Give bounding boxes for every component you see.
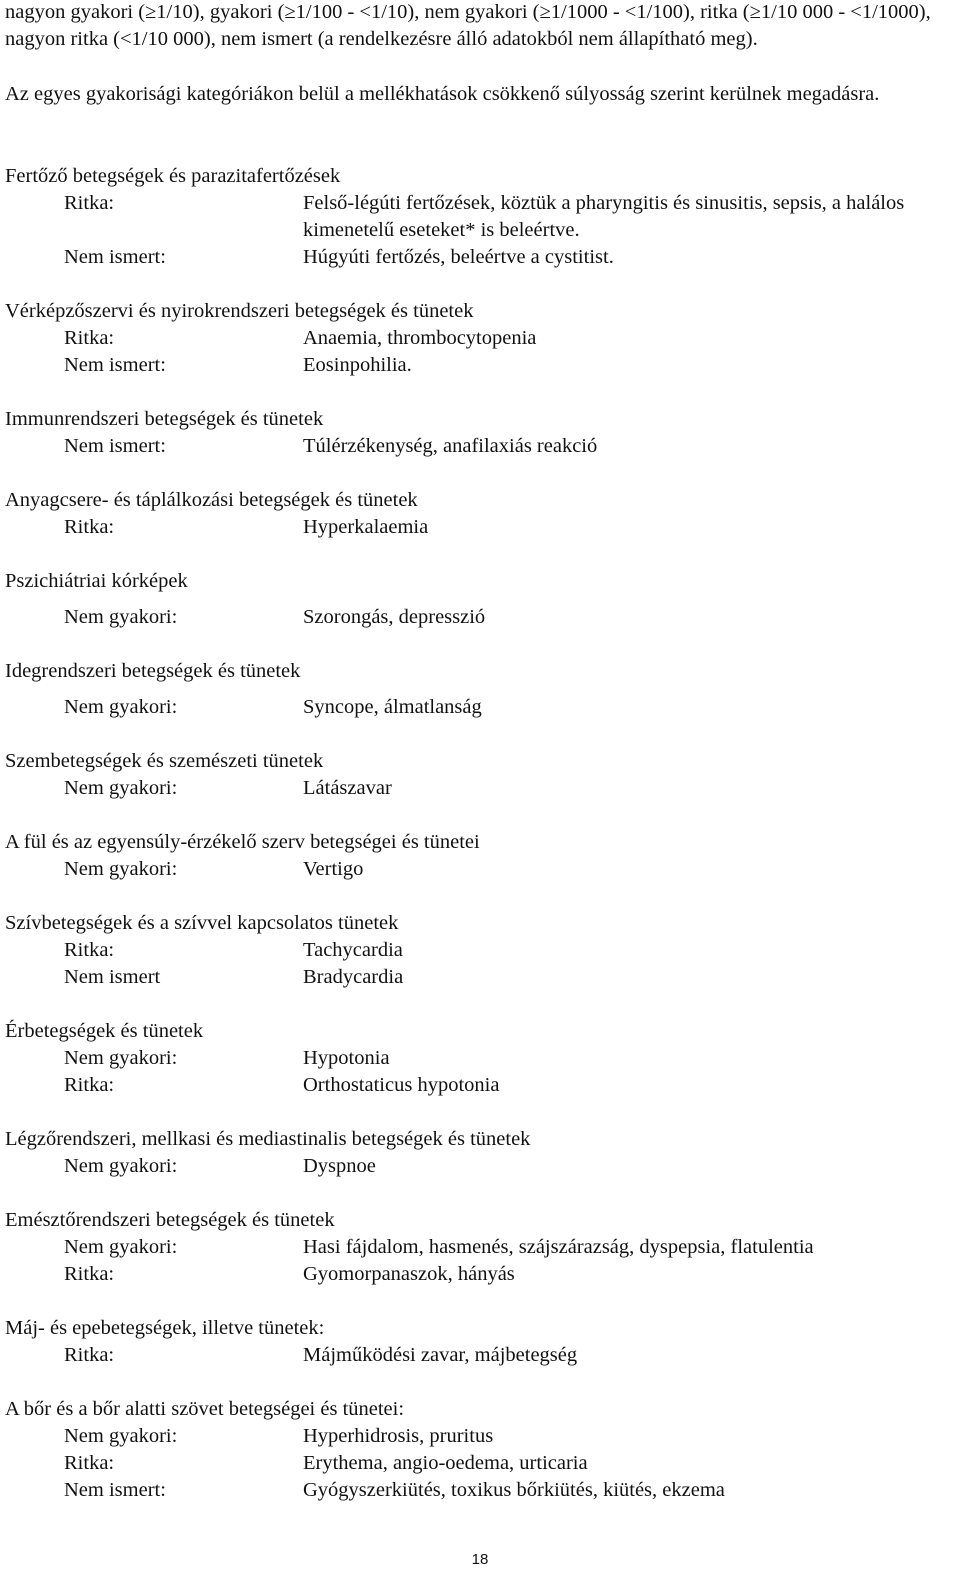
frequency-label: Ritka: [64,192,115,214]
frequency-label: Nem gyakori: [64,777,178,799]
adverse-reactions-list [5,163,955,1531]
frequency-label: Nem gyakori: [64,606,178,628]
frequency-row [5,1234,955,1261]
frequency-label: Ritka: [64,1344,115,1366]
section [5,910,955,991]
section-heading: Pszichiátriai kórképek [5,570,188,592]
reaction-text: Dyspnoe [303,1155,376,1177]
frequency-row [5,1342,955,1369]
reaction-text: Hyperhidrosis, pruritus [303,1425,494,1447]
frequency-label: Ritka: [64,327,115,349]
reaction-text: Anaemia, thrombocytopenia [303,327,537,349]
frequency-row [5,1072,955,1099]
page-number: 18 [471,1551,489,1568]
section-heading: Emésztőrendszeri betegségek és tünetek [5,1209,335,1231]
frequency-row [5,604,955,631]
reaction-text: Húgyúti fertőzés, beleértve a cystitist. [303,246,614,268]
frequency-row [5,433,955,460]
section [5,1207,955,1288]
frequency-label: Ritka: [64,1074,115,1096]
section [5,1126,955,1180]
reaction-text: Vertigo [303,858,364,880]
frequency-label: Ritka: [64,1263,115,1285]
frequency-label: Nem gyakori: [64,858,178,880]
frequency-row [5,352,955,379]
frequency-label: Nem ismert [64,966,161,988]
frequency-row [5,856,955,883]
section [5,658,955,721]
frequency-label: Nem ismert: [64,354,166,376]
frequency-row [5,1477,955,1504]
reaction-text: Eosinpohilia. [303,354,412,376]
frequency-row [5,244,955,271]
frequency-label: Nem ismert: [64,435,166,457]
frequency-label: Nem gyakori: [64,1155,178,1177]
frequency-definition-text: nagyon gyakori (≥1/10), gyakori (≥1/100 - <1/10), nem gyakori (≥1/1000 - <1/100), ritka (≥1/10 000 - <1/1000), nagyon ritka (<1/10 000), nem ismert (a rendelkezésre álló adatokból nem állapítható meg). [5,1,931,50]
section [5,487,955,541]
reaction-text: Látászavar [303,777,392,799]
frequency-row [5,694,955,721]
section-heading: Immunrendszeri betegségek és tünetek [5,408,324,430]
reaction-text: Gyógyszerkiütés, toxikus bőrkiütés, kiütés, ekzema [303,1479,725,1501]
section-heading: Szívbetegségek és a szívvel kapcsolatos tünetek [5,912,399,934]
section-heading: Érbetegségek és tünetek [5,1020,204,1042]
frequency-row [5,775,955,802]
frequency-row [5,325,955,352]
section [5,1396,955,1504]
section [5,568,955,631]
frequency-row [5,1153,955,1180]
frequency-row [5,964,955,991]
severity-note-text: Az egyes gyakorisági kategóriákon belül a mellékhatások csökkenő súlyosság szerint kerülnek megadásra. [5,83,880,105]
frequency-row [5,190,955,244]
reaction-text: Májműködési zavar, májbetegség [303,1344,578,1366]
section-heading: Vérképzőszervi és nyirokrendszeri betegségek és tünetek [5,300,474,322]
section-heading: A fül és az egyensúly-érzékelő szerv betegségei és tünetei [5,831,480,853]
reaction-text: Orthostaticus hypotonia [303,1074,500,1096]
frequency-label: Nem gyakori: [64,1236,178,1258]
reaction-text: Felső-légúti fertőzések, köztük a pharyngitis és sinusitis, sepsis, a halálos kimenetelű eseteket* is beleértve. [303,192,905,241]
frequency-label: Nem gyakori: [64,696,178,718]
reaction-text: Hyperkalaemia [303,516,429,538]
frequency-label: Nem gyakori: [64,1425,178,1447]
section-heading: Fertőző betegségek és parazitafertőzések [5,165,341,187]
frequency-row [5,514,955,541]
section [5,1018,955,1099]
reaction-text: Erythema, angio-oedema, urticaria [303,1452,588,1474]
section-heading: Anyagcsere- és táplálkozási betegségek és tünetek [5,489,418,511]
frequency-row [5,1261,955,1288]
reaction-text: Gyomorpanaszok, hányás [303,1263,515,1285]
section-heading: Idegrendszeri betegségek és tünetek [5,660,301,682]
frequency-label: Ritka: [64,1452,115,1474]
reaction-text: Szorongás, depresszió [303,606,486,628]
reaction-text: Syncope, álmatlanság [303,696,482,718]
frequency-row [5,1423,955,1450]
reaction-text: Bradycardia [303,966,404,988]
frequency-label: Nem ismert: [64,1479,166,1501]
frequency-label: Ritka: [64,516,115,538]
frequency-label: Nem ismert: [64,246,166,268]
frequency-row [5,937,955,964]
section [5,748,955,802]
reaction-text: Hypotonia [303,1047,390,1069]
frequency-row [5,1045,955,1072]
section [5,1315,955,1369]
section-heading: Máj- és epebetegségek, illetve tünetek: [5,1317,325,1339]
section [5,829,955,883]
frequency-row [5,1450,955,1477]
reaction-text: Hasi fájdalom, hasmenés, szájszárazság, dyspepsia, flatulentia [303,1236,814,1258]
frequency-label: Nem gyakori: [64,1047,178,1069]
section [5,406,955,460]
reaction-text: Túlérzékenység, anafilaxiás reakció [303,435,598,457]
frequency-label: Ritka: [64,939,115,961]
section [5,163,955,271]
reaction-text: Tachycardia [303,939,403,961]
section-heading: Légzőrendszeri, mellkasi és mediastinalis betegségek és tünetek [5,1128,531,1150]
section-heading: A bőr és a bőr alatti szövet betegségei és tünetei: [5,1398,405,1420]
section-heading: Szembetegségek és szemészeti tünetek [5,750,324,772]
section [5,298,955,379]
